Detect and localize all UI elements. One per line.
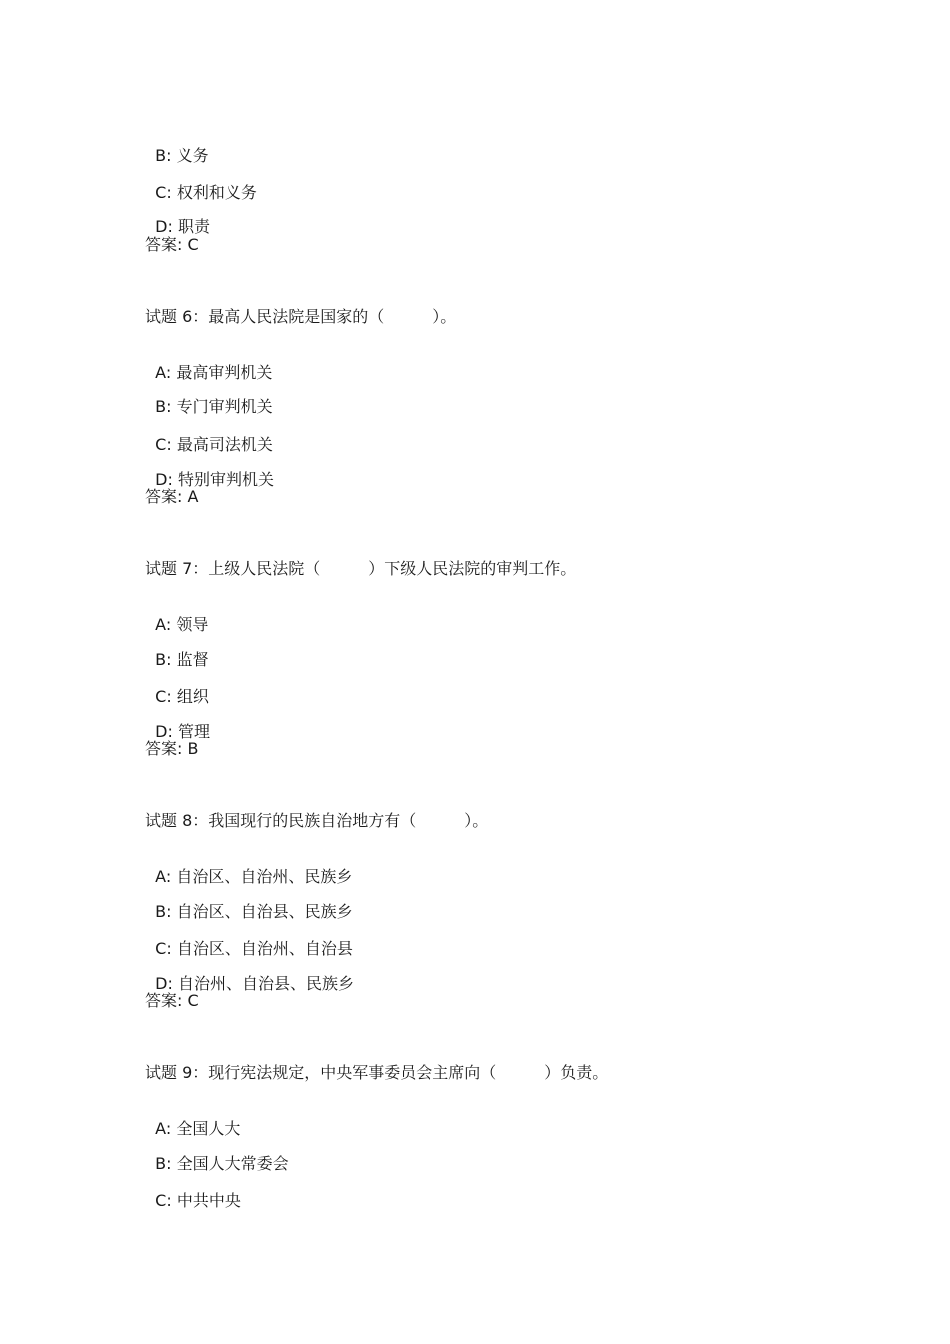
option-text: 中共中央 [176, 1191, 241, 1210]
option-text: 专门审判机关 [176, 397, 273, 416]
option-letter: C: [155, 435, 172, 454]
option-letter: B: [155, 1154, 172, 1173]
answer-line: 答案: C [145, 235, 199, 254]
option-d [145, 954, 354, 993]
option-letter: B: [155, 650, 172, 669]
option-text: 最高审判机关 [176, 363, 273, 382]
option-letter: C: [155, 1191, 172, 1210]
option-text: 最高司法机关 [176, 435, 273, 454]
option-c [145, 163, 257, 202]
option-a [145, 1099, 241, 1138]
answer-line: 答案: C [145, 991, 199, 1010]
option-letter: C: [155, 939, 172, 958]
option-c [145, 667, 209, 706]
option-text: 特别审判机关 [177, 470, 274, 489]
option-text: 领导 [176, 615, 209, 634]
option-letter: D: [155, 722, 173, 741]
option-text: 管理 [177, 722, 210, 741]
option-letter: B: [155, 397, 172, 416]
option-letter: A: [155, 363, 172, 382]
question-stem: 试题 6：最高人民法院是国家的（ ）。 [145, 307, 457, 326]
option-d [145, 197, 210, 236]
option-a [145, 847, 353, 886]
question-stem: 试题 8：我国现行的民族自治地方有（ ）。 [145, 811, 489, 830]
option-letter: D: [155, 217, 173, 236]
option-letter: A: [155, 1119, 172, 1138]
option-text: 全国人大常委会 [176, 1154, 289, 1173]
option-b [145, 126, 209, 165]
option-d [145, 702, 210, 741]
option-b [145, 377, 273, 416]
option-a [145, 343, 273, 382]
option-letter: C: [155, 687, 172, 706]
option-b [145, 1134, 289, 1173]
option-letter: D: [155, 974, 173, 993]
option-letter: A: [155, 867, 172, 886]
option-letter: D: [155, 470, 173, 489]
answer-line: 答案: A [145, 487, 199, 506]
option-b [145, 882, 353, 921]
option-d [145, 450, 274, 489]
option-b [145, 630, 209, 669]
answer-line: 答案: B [145, 739, 199, 758]
option-c [145, 415, 273, 454]
option-text: 自治州、自治县、民族乡 [177, 974, 354, 993]
option-letter: B: [155, 146, 172, 165]
option-text: 监督 [176, 650, 209, 669]
option-text: 自治区、自治州、自治县 [176, 939, 353, 958]
option-text: 自治区、自治县、民族乡 [176, 902, 353, 921]
option-letter: C: [155, 183, 172, 202]
option-c [145, 919, 353, 958]
option-text: 义务 [176, 146, 209, 165]
question-stem: 试题 9：现行宪法规定，中央军事委员会主席向（ ）负责。 [145, 1063, 609, 1082]
option-text: 组织 [176, 687, 209, 706]
option-c [145, 1171, 241, 1210]
option-text: 自治区、自治州、民族乡 [176, 867, 353, 886]
option-a [145, 595, 209, 634]
option-text: 权利和义务 [176, 183, 257, 202]
option-text: 全国人大 [176, 1119, 241, 1138]
question-stem: 试题 7：上级人民法院（ ）下级人民法院的审判工作。 [145, 559, 577, 578]
option-letter: A: [155, 615, 172, 634]
option-text: 职责 [177, 217, 210, 236]
option-letter: B: [155, 902, 172, 921]
